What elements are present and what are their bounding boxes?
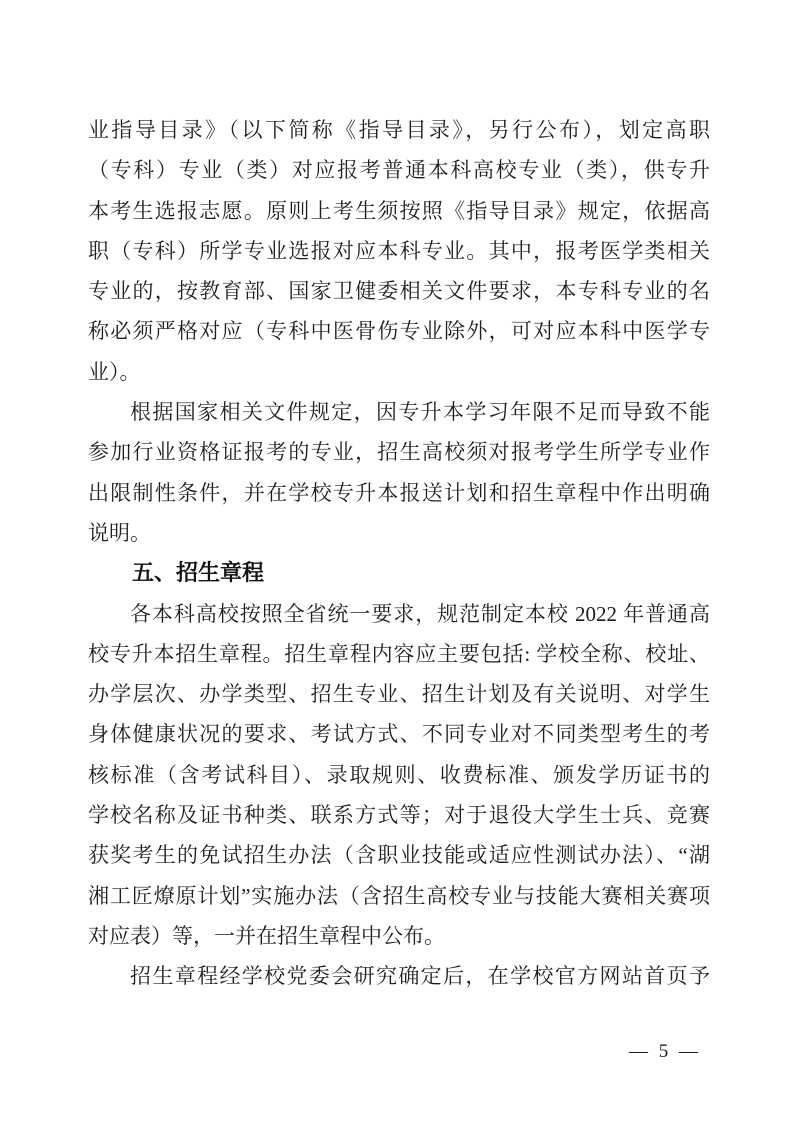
text-line: 参加行业资格证报考的专业，招生高校须对报考学生所学专业作	[88, 440, 710, 465]
text-line: 湘工匠燎原计划”实施办法（含招生高校专业与技能大赛相关赛项	[88, 883, 710, 908]
text-line: 专业的，按教育部、国家卫健委相关文件要求，本专科专业的名	[88, 279, 710, 304]
text-line: 各本科高校按照全省统一要求，规范制定本校 2022 年普通高	[130, 601, 710, 626]
text-line: 学校名称及证书种类、联系方式等；对于退役大学生士兵、竞赛	[88, 803, 710, 828]
text-line: 获奖考生的免试招生办法（含职业技能或适应性测试办法）、“湖	[88, 843, 710, 868]
text-line: 称必须严格对应（专科中医骨伤专业除外，可对应本科中医学专	[88, 319, 710, 344]
text-line: 本考生选报志愿。原则上考生须按照《指导目录》规定，依据高	[88, 198, 710, 223]
text-line: 招生章程经学校党委会研究确定后，在学校官方网站首页予	[130, 964, 710, 989]
text-line: 根据国家相关文件规定，因专升本学习年限不足而导致不能	[130, 400, 710, 425]
text-line: 核标准（含考试科目）、录取规则、收费标准、颁发学历证书的	[88, 762, 710, 787]
text-line: 办学层次、办学类型、招生专业、招生计划及有关说明、对学生	[88, 682, 710, 707]
text-line: 出限制性条件，并在学校专升本报送计划和招生章程中作出明确	[88, 480, 710, 505]
text-line: 职（专科）所学专业选报对应本科专业。其中，报考医学类相关	[88, 238, 710, 263]
section-heading: 五、招生章程	[132, 560, 265, 586]
text-line: 校专升本招生章程。招生章程内容应主要包括: 学校全称、校址、	[88, 641, 710, 666]
text-line: 业指导目录》（以下简称《指导目录》，另行公布），划定高职	[88, 118, 710, 142]
text-line: 说明。	[88, 520, 151, 545]
document-body	[88, 110, 710, 997]
text-line: 对应表）等，一并在招生章程中公布。	[88, 923, 445, 948]
text-line: 业）。	[88, 359, 141, 384]
text-line: （专科）专业（类）对应报考普通本科高校专业（类），供专升	[88, 158, 710, 183]
page-number: — 5 —	[629, 1041, 701, 1062]
text-line: 身体健康状况的要求、考试方式、不同专业对不同类型考生的考	[88, 722, 710, 747]
